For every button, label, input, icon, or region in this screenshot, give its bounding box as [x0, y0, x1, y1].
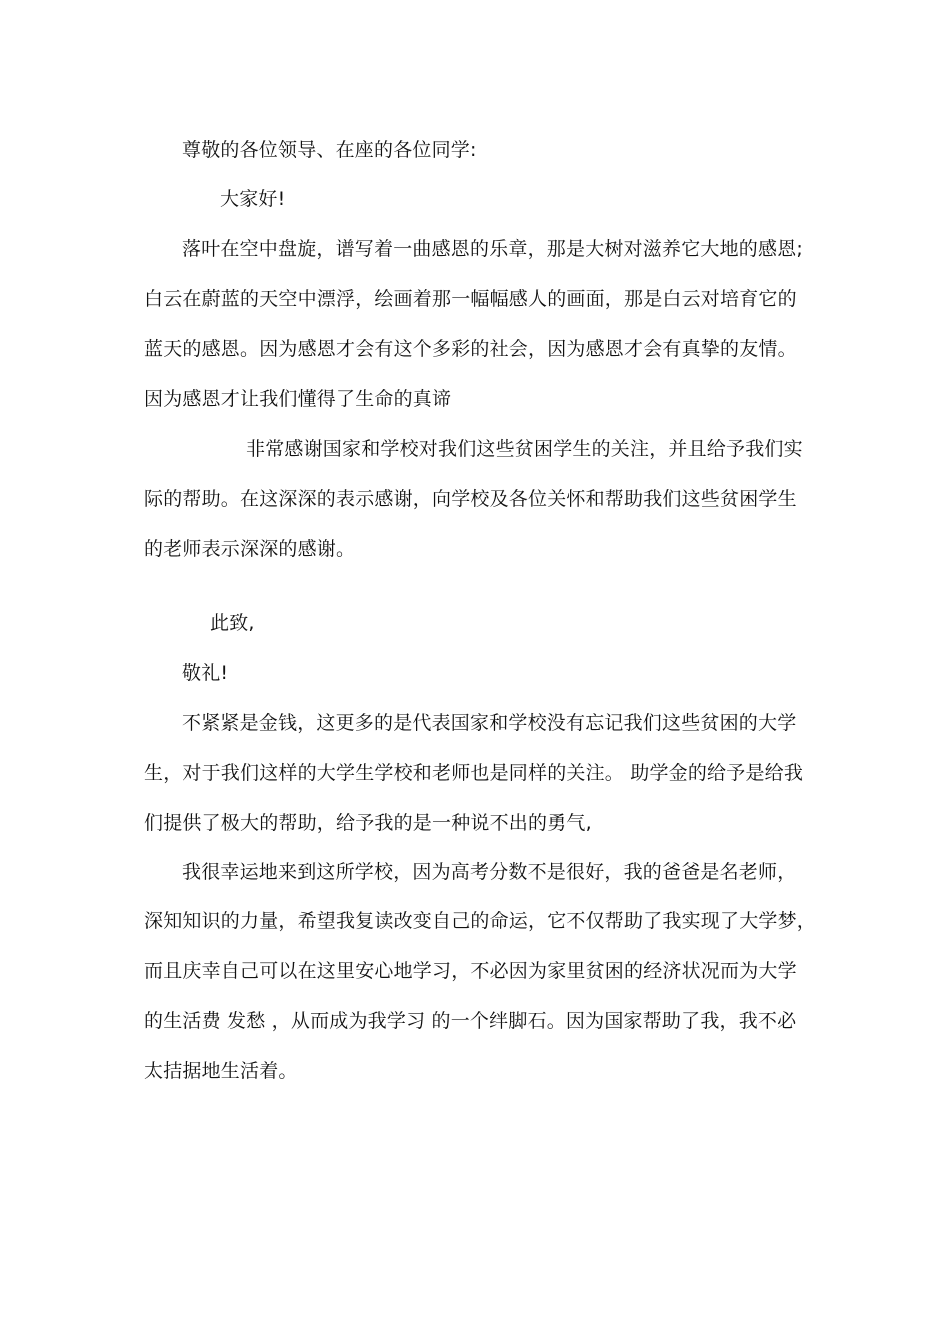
paragraph-4-line-2: 深知知识的力量，希望我复读改变自己的命运，它不仅帮助了我实现了大学梦，: [144, 910, 817, 932]
paragraph-4-line-3: 而且庆幸自己可以在这里安心地学习，不必因为家里贫困的经济状况而为大学: [144, 960, 797, 982]
paragraph-2-line-2: 际的帮助。在这深深的表示感谢，向学校及各位关怀和帮助我们这些贫困学生: [144, 488, 797, 510]
paragraph-1-line-4: 因为感恩才让我们懂得了生命的真谛: [144, 388, 452, 410]
paragraph-4-line-1: 我很幸运地来到这所学校，因为高考分数不是很好，我的爸爸是名老师，: [182, 861, 797, 883]
paragraph-4-line-4: 的生活费 发愁 ，从而成为我学习 的一个绊脚石。因为国家帮助了我，我不必: [144, 1010, 797, 1032]
closing-line-1: 此致,: [210, 612, 255, 634]
paragraph-2-line-1: 非常感谢国家和学校对我们这些贫困学生的关注，并且给予我们实: [246, 438, 803, 460]
paragraph-3-line-2: 生，对于我们这样的大学生学校和老师也是同样的关注。 助学金的给予是给我: [144, 762, 804, 784]
paragraph-1-line-1: 落叶在空中盘旋，谱写着一曲感恩的乐章，那是大树对滋养它大地的感恩;: [182, 238, 804, 260]
paragraph-3-line-3: 们提供了极大的帮助，给予我的是一种说不出的勇气,: [144, 812, 592, 834]
paragraph-3-line-1: 不紧紧是金钱，这更多的是代表国家和学校没有忘记我们这些贫困的大学: [182, 712, 797, 734]
paragraph-2-line-3: 的老师表示深深的感谢。: [144, 538, 356, 560]
paragraph-1-line-3: 蓝天的感恩。因为感恩才会有这个多彩的社会，因为感恩才会有真挚的友情。: [144, 338, 797, 360]
paragraph-4-line-5: 太拮据地生活着。: [144, 1060, 298, 1082]
greeting: 大家好!: [220, 188, 286, 210]
closing-line-2: 敬礼!: [182, 662, 229, 684]
salutation: 尊敬的各位领导、在座的各位同学:: [182, 139, 477, 161]
paragraph-1-line-2: 白云在蔚蓝的天空中漂浮，绘画着那一幅幅感人的画面，那是白云对培育它的: [144, 288, 797, 310]
